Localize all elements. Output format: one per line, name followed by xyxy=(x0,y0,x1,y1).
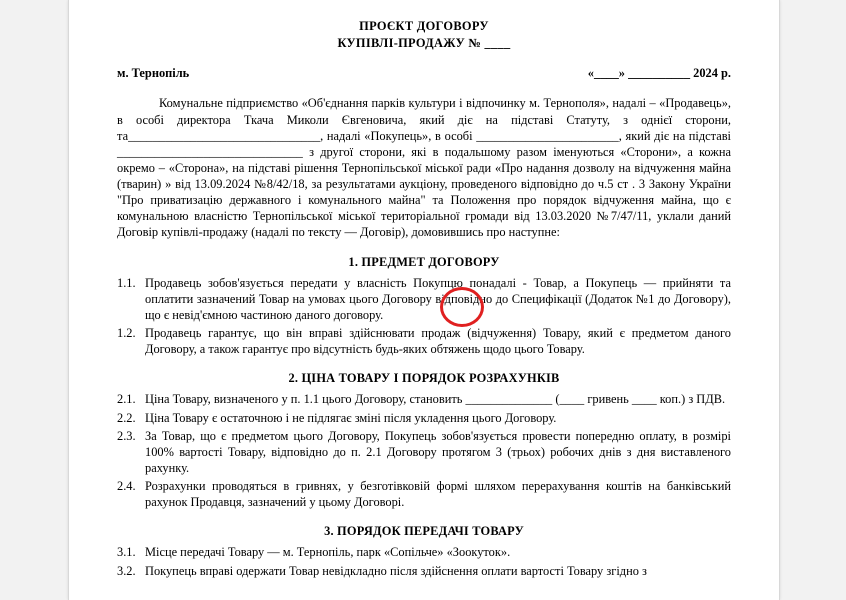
clause-2-3-text: За Товар, що є предметом цього Договору, Покупець зобов'язується провести попередню оплату, в розмірі 100% вартості Товару, відповідно до п. 2.1 Договору протягом 3 (трьох) робочих днів з дня виставленого рахунку. xyxy=(145,428,731,475)
clause-2-4-text: Розрахунки проводяться в гривнях, у безготівковій формі шляхом перерахування коштів на банківський рахунок Продавця, зазначений у цьому Договорі. xyxy=(145,479,731,510)
clause-3-2-text: Покупець вправі одержати Товар невідкладно після здійснення оплати вартості Товару згідно з xyxy=(145,563,647,578)
clause-1-2-number: 1.2. xyxy=(117,326,136,340)
clause-1-1-text: Продавець зобов'язується передати у власність Покупцю понадалі - Товар, а Покупець — прийняти та оплатити зазначений Товар на умовах цього Договору відповідно до Специфікації (Додаток №1 до Договору), що є невід'ємною частиною даного договору. xyxy=(145,275,731,322)
clause-2-2 xyxy=(117,410,731,426)
section-2 xyxy=(117,370,731,510)
clause-2-3-number: 2.3. xyxy=(117,428,136,443)
clause-2-3 xyxy=(117,428,731,476)
clause-2-1 xyxy=(117,391,731,407)
document-city: м. Тернопіль xyxy=(117,66,190,81)
clause-3-1-number: 3.1. xyxy=(117,545,136,560)
section-3-heading: 3. ПОРЯДОК ПЕРЕДАЧІ ТОВАРУ xyxy=(324,524,524,539)
clause-1-1-number: 1.1. xyxy=(117,275,136,290)
document-date: «____» __________ 2024 р. xyxy=(587,66,731,81)
document-meta-row xyxy=(117,65,731,81)
clause-2-2-text: Ціна Товару є остаточною і не підлягає зміні після укладення цього Договору. xyxy=(145,410,557,425)
clause-3-2 xyxy=(117,563,731,579)
section-2-heading: 2. ЦІНА ТОВАРУ І ПОРЯДОК РОЗРАХУНКІВ xyxy=(288,371,560,386)
clause-2-4 xyxy=(117,478,731,510)
clause-1-1 xyxy=(117,275,731,323)
clause-3-2-number: 3.2. xyxy=(117,563,136,578)
section-1 xyxy=(117,254,731,358)
clause-3-1 xyxy=(117,544,731,560)
document-body xyxy=(117,18,731,581)
clause-2-1-text: Ціна Товару, визначеного у п. 1.1 цього Договору, становить ______________ (____ гривень ____ коп.) з ПДВ. xyxy=(145,392,726,407)
document-page xyxy=(68,0,780,600)
clause-3-1-text: Місце передачі Товару — м. Тернопіль, парк «Сопільче» «Зоокуток». xyxy=(145,545,511,560)
document-preamble: Комунальне підприємство «Об'єднання парків культури і відпочинку м. Тернополя», надалі – «Продавець», в особі директора Ткача Миколи Євгеновича, який діє на підставі Статуту, з однієї сторони, та_______________________________, надалі «Покупець», в особі _______________________, який діє на підставі ______________________________ з другої сторони, які в подальшому разом іменуються «Сторони», а кожна окремо – «Сторона», на підставі рішення Тернопільської міської ради «Про надання дозволу на відчуження майна (тварин) » від 13.09.2024 №8/42/18, за результатами аукціону, проведеного відповідно до ч.5 ст . 3 Закону України "Про приватизацію державного і комунального майна" та Положення про порядок відчуження майна, що є комунальною власністю Тернопільської міської територіальної громади від 13.03.2020 №7/47/11, уклали даний Договір купівлі-продажу (надалі по тексту — Договір), домовившись про наступне: xyxy=(117,96,731,240)
document-title-line-2: КУПІВЛІ-ПРОДАЖУ № ____ xyxy=(337,36,511,51)
section-1-heading: 1. ПРЕДМЕТ ДОГОВОРУ xyxy=(348,254,500,269)
clause-2-2-number: 2.2. xyxy=(117,410,136,425)
clause-1-2 xyxy=(117,325,731,357)
clause-1-2-text: Продавець гарантує, що він вправі здійснювати продаж (відчуження) Товару, який є предметом даного Договору, а також гарантує про відсутність будь-яких обтяжень щодо цього Товару. xyxy=(145,326,731,357)
document-title-line-1: ПРОЄКТ ДОГОВОРУ xyxy=(359,19,489,33)
section-3 xyxy=(117,523,731,578)
clause-2-1-number: 2.1. xyxy=(117,392,136,407)
clause-2-4-number: 2.4. xyxy=(117,479,136,493)
